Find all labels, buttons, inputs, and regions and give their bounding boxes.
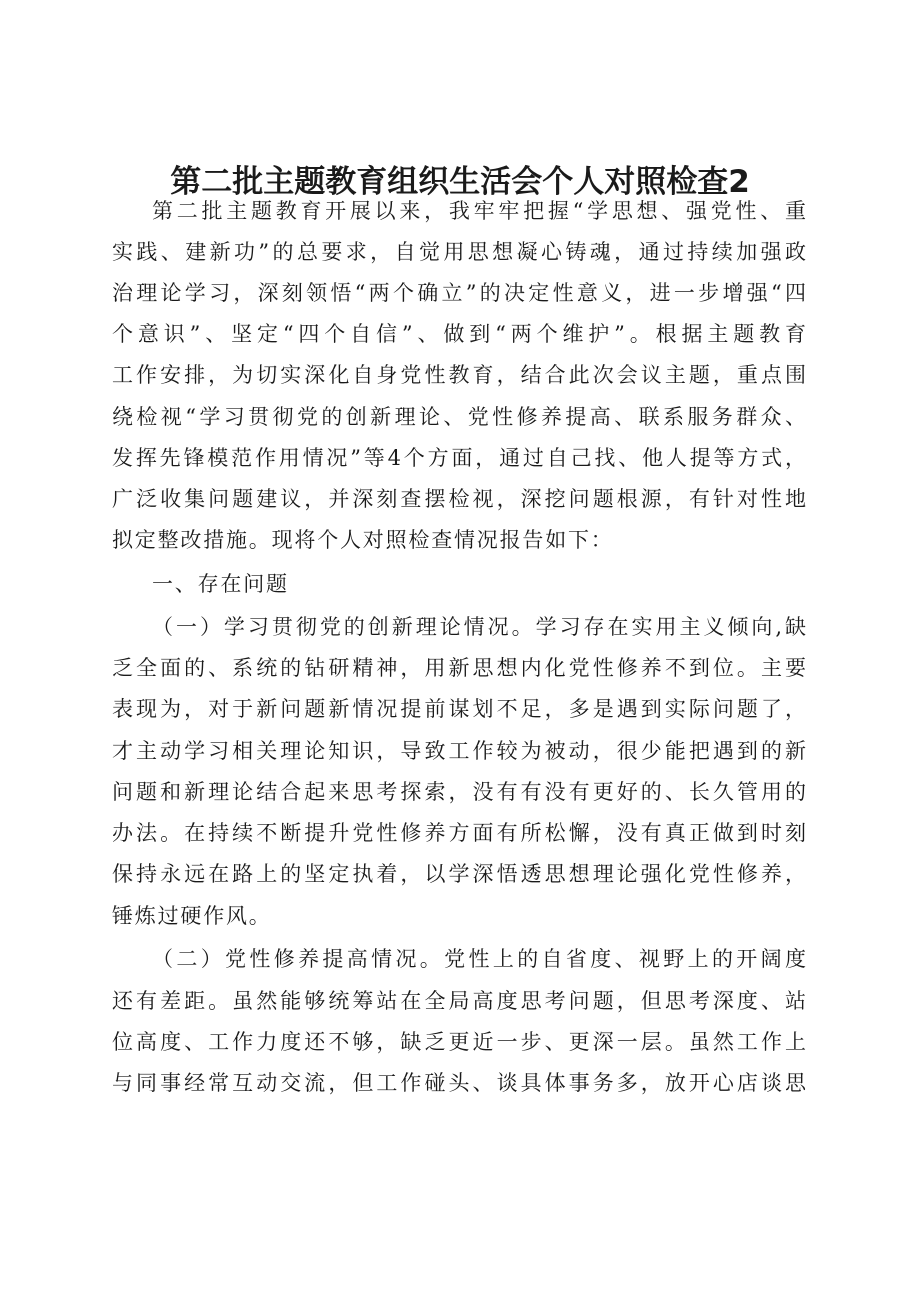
paragraph-line: 治理论学习，深刻领悟“两个确立”的决定性意义，进一步增强“四	[112, 281, 806, 305]
paragraph-line: 拟定整改措施。现将个人对照检查情况报告如下：	[112, 528, 614, 552]
paragraph-line: 与同事经常互动交流，但工作碰头、谈具体事务多，放开心店谈思	[112, 1071, 806, 1095]
paragraph-line: 绕检视“学习贯彻党的创新理论、党性修养提高、联系服务群众、	[112, 405, 806, 429]
paragraph-line: 实践、建新功”的总要求，自觉用思想凝心铸魂，通过持续加强政	[112, 240, 806, 264]
paragraph-line: 工作安排，为切实深化自身党性教育，结合此次会议主题，重点围	[112, 363, 806, 387]
paragraph-line: 发挥先锋模范作用情况”等4个方面，通过自己找、他人提等方式，	[112, 446, 806, 470]
paragraph-line: （二）党性修养提高情况。党性上的自省度、视野上的开阔度	[152, 947, 806, 971]
paragraph-line: 锤炼过硬作风。	[112, 904, 272, 928]
document-title: 第二批主题教育组织生活会个人对照检查2	[170, 164, 750, 200]
paragraph-line: 还有差距。虽然能够统筹站在全局高度思考问题，但思考深度、站	[112, 989, 806, 1013]
paragraph-line: 第二批主题教育开展以来，我牢牢把握“学思想、强党性、重	[152, 199, 806, 223]
paragraph-line: 问题和新理论结合起来思考探索，没有有没有更好的、长久管用的	[112, 780, 806, 804]
paragraph-line: 乏全面的、系统的钻研精神，用新思想内化党性修养不到位。主要	[112, 656, 806, 680]
paragraph-line: 个意识”、坚定“四个自信”、做到“两个维护”。根据主题教育	[112, 322, 806, 346]
paragraph-line: 办法。在持续不断提升党性修养方面有所松懈，没有真正做到时刻	[112, 821, 806, 845]
paragraph-line: 才主动学习相关理论知识，导致工作较为被动，很少能把遇到的新	[112, 739, 806, 763]
section-heading: 一、存在问题	[152, 572, 289, 596]
paragraph-line: 保持永远在路上的坚定执着，以学深悟透思想理论强化党性修养，	[112, 862, 806, 886]
paragraph-line: 表现为，对于新问题新情况提前谋划不足，多是遇到实际问题了，	[112, 697, 806, 721]
paragraph-line: 广泛收集问题建议，并深刻查摆检视，深挖问题根源，有针对性地	[112, 487, 806, 511]
paragraph-line: （一）学习贯彻党的创新理论情况。学习存在实用主义倾向,缺	[152, 615, 806, 639]
paragraph-line: 位高度、工作力度还不够，缺乏更近一步、更深一层。虽然工作上	[112, 1030, 806, 1054]
